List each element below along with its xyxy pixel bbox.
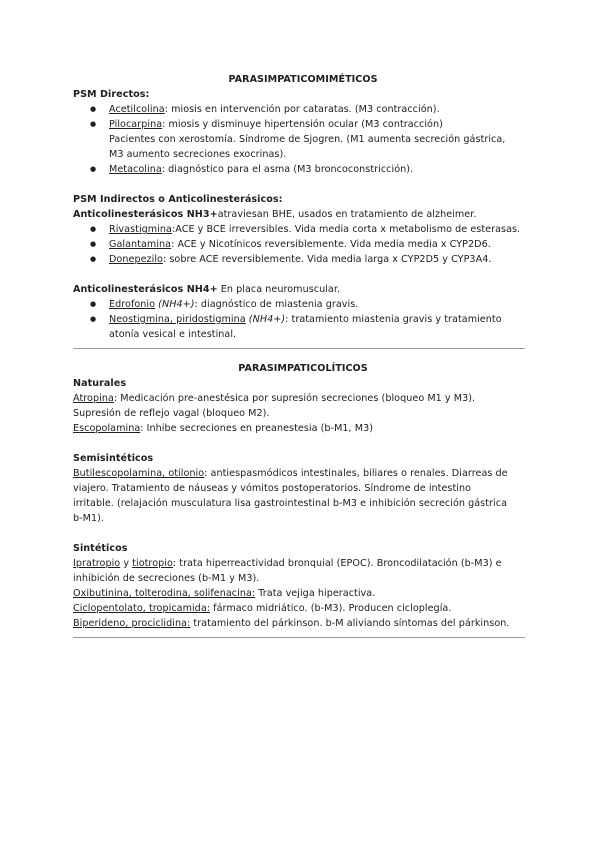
semisinteticos-line-2: viajero. Tratamiento de náuseas y vómitos postoperatorios. Síndrome de intestino xyxy=(73,483,472,494)
semisinteticos-line-4: b-M1). xyxy=(73,513,105,524)
drug-name: tiotropio xyxy=(132,558,173,569)
drug-description: Trata vejiga hiperactiva. xyxy=(255,588,376,599)
drug-name: Escopolamina xyxy=(73,423,141,434)
drug-description-cont: M3 aumento secreciones exocrinas). xyxy=(109,149,287,160)
atropina-line xyxy=(73,391,533,406)
list-psm-directos xyxy=(73,102,533,177)
drug-description: : antiespasmódicos intestinales, biliares o renales. Diarreas de xyxy=(204,468,508,479)
drug-note: (NH4+) xyxy=(245,314,286,325)
drug-description: : sobre ACE reversiblemente. Vida media larga x CYP2D5 y CYP3A4. xyxy=(162,254,492,265)
drug-description: : trata hiperreactividad bronquial (EPOC). Broncodilatación (b-M3) e xyxy=(172,558,502,569)
drug-name: Metacolina xyxy=(109,164,162,175)
nh3-label: Anticolinesterásicos NH3+ xyxy=(73,209,218,220)
drug-name: Ciclopentolato, tropicamida: xyxy=(73,603,211,614)
list-nh3 xyxy=(73,222,533,267)
heading-semisinteticos: Semisintéticos xyxy=(73,453,154,464)
list-item xyxy=(73,222,533,237)
nh4-intro xyxy=(73,282,533,297)
nh3-text: atraviesan BHE, usados en tratamiento de alzheimer. xyxy=(217,209,477,220)
drug-name: Ipratropio xyxy=(73,558,121,569)
list-item xyxy=(73,117,533,162)
section-divider xyxy=(73,637,525,638)
heading-psm-indirectos: PSM Indirectos o Anticolinesterásicos: xyxy=(73,194,283,205)
drug-name: Donepezilo xyxy=(109,254,163,265)
drug-name: Oxibutinina, tolterodina, solifenacina: xyxy=(73,588,256,599)
list-item xyxy=(73,312,533,342)
document-body xyxy=(73,72,533,650)
drug-description: : miosis y disminuye hipertensión ocular (M3 contracción) xyxy=(162,119,443,130)
list-item xyxy=(73,102,533,117)
nh4-text: En placa neuromuscular. xyxy=(217,284,341,295)
section-title-parasimpaticomimeticos: PARASIMPATICOMIMÉTICOS xyxy=(228,74,378,85)
section-title-parasimpaticoliticos: PARASIMPATICOLÍTICOS xyxy=(238,363,368,374)
drug-description: : Inhibe secreciones en preanestesia (b-M1, M3) xyxy=(140,423,374,434)
drug-description: : Medicación pre-anestésica por supresión secreciones (bloqueo M1 y M3). xyxy=(113,393,476,404)
drug-description: : diagnóstico para el asma (M3 broncoconstricción). xyxy=(161,164,414,175)
drug-name: Atropina xyxy=(73,393,114,404)
drug-description: fármaco midriático. (b-M3). Producen cicloplegía. xyxy=(210,603,452,614)
list-item xyxy=(73,297,533,312)
drug-description-cont: atonía vesical e intestinal. xyxy=(109,329,237,340)
atropina-line-2: Supresión de reflejo vagal (bloqueo M2). xyxy=(73,408,270,419)
drug-description: : ACE y Nicotínicos reversiblemente. Vida media media x CYP2D6. xyxy=(171,239,491,250)
drug-name: Galantamina xyxy=(109,239,172,250)
drug-description: tratamiento del párkinson. b-M aliviando síntomas del párkinson. xyxy=(190,618,510,629)
drug-name: Edrofonio xyxy=(109,299,156,310)
list-item xyxy=(73,252,533,267)
ciclopentolato-line xyxy=(73,601,533,616)
drug-name: Rivastigmina xyxy=(109,224,172,235)
escopolamina-line xyxy=(73,421,533,436)
conjunction: y xyxy=(120,558,133,569)
drug-name: Butilescopolamina, otilonio xyxy=(73,468,205,479)
drug-description: : miosis en intervención por cataratas. (M3 contracción). xyxy=(164,104,440,115)
oxibutinina-line xyxy=(73,586,533,601)
list-item xyxy=(73,162,533,177)
heading-psm-directos: PSM Directos: xyxy=(73,89,150,100)
semisinteticos-line xyxy=(73,466,533,481)
semisinteticos-line-3: irritable. (relajación musculatura lisa gastrointestinal b-M3 e inhibición secreción gástrica xyxy=(73,498,508,509)
ipratropio-line xyxy=(73,556,533,571)
list-nh4 xyxy=(73,297,533,342)
drug-description: : diagnóstico de miastenia gravis. xyxy=(194,299,359,310)
list-item xyxy=(73,237,533,252)
drug-note: (NH4+) xyxy=(155,299,195,310)
drug-name: Biperideno, prociclidina: xyxy=(73,618,191,629)
drug-description: :ACE y BCE irreversibles. Vida media corta x metabolismo de esterasas. xyxy=(171,224,521,235)
drug-name: Neostigmina, piridostigmina xyxy=(109,314,246,325)
drug-description: : tratamiento miastenia gravis y tratamiento xyxy=(285,314,502,325)
drug-name: Acetilcolina xyxy=(109,104,165,115)
drug-name: Pilocarpina xyxy=(109,119,163,130)
nh4-label: Anticolinesterásicos NH4+ xyxy=(73,284,218,295)
ipratropio-line-2: inhibición de secreciones (b-M1 y M3). xyxy=(73,573,260,584)
biperideno-line xyxy=(73,616,533,631)
heading-sinteticos: Sintéticos xyxy=(73,543,128,554)
section-divider xyxy=(73,348,525,349)
drug-description-cont: Pacientes con xerostomía. Síndrome de Sjogren. (M1 aumenta secreción gástrica, xyxy=(109,134,506,145)
heading-naturales: Naturales xyxy=(73,378,127,389)
nh3-intro xyxy=(73,207,533,222)
